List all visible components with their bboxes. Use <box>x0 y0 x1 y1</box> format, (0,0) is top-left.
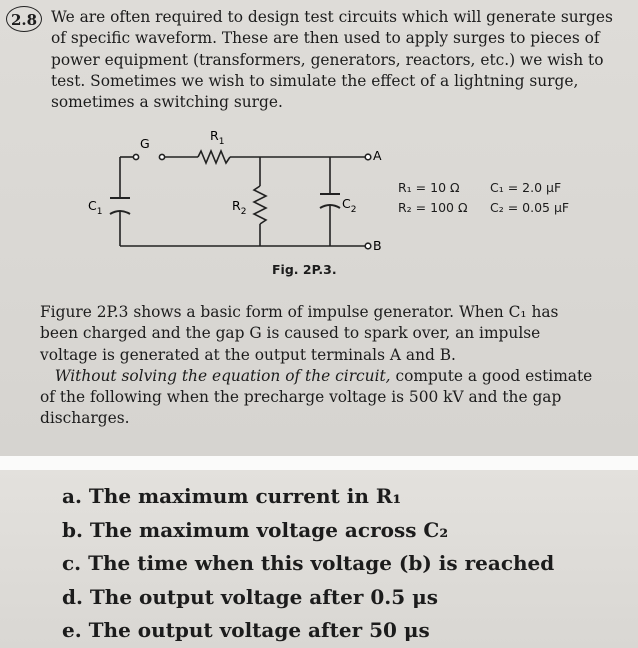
item-letter: c. <box>62 551 82 575</box>
question-item <box>62 480 554 514</box>
c1-value: C₁ = 2.0 μF <box>490 180 562 195</box>
question-item <box>62 514 554 548</box>
intro-line: test. Sometimes we wish to simulate the effect of a lightning surge, <box>51 71 579 90</box>
body-line: been charged and the gap G is caused to spark over, an impulse <box>40 324 541 343</box>
terminal-b-label: B <box>373 238 382 253</box>
item-text: The time when this voltage (b) is reached <box>88 551 555 575</box>
intro-line: of specific waveform. These are then used to apply surges to pieces of <box>51 29 600 48</box>
item-text: The output voltage after 50 μs <box>88 618 430 642</box>
terminal-a-label: A <box>373 148 382 163</box>
question-item <box>62 581 554 615</box>
r2-label: $R_2$ <box>232 198 247 217</box>
question-list <box>62 480 554 648</box>
problem-intro <box>51 7 613 113</box>
question-item <box>62 614 554 648</box>
gap-label: G <box>140 136 150 151</box>
problem-number-badge: 2.8 <box>6 6 42 32</box>
problem-body <box>40 302 610 430</box>
item-letter: b. <box>62 517 83 542</box>
body-italic-phrase: Without solving the equation of the circuit, <box>54 366 391 385</box>
body-continuation: compute a good estimate <box>390 366 593 385</box>
body-line: Figure 2P.3 shows a basic form of impulse generator. When C₁ has <box>40 303 559 321</box>
r1-label: $R_1$ <box>210 128 225 147</box>
r1-value: R₁ = 10 Ω <box>398 180 460 195</box>
component-values <box>398 178 569 218</box>
body-line: of the following when the precharge voltage is 500 kV and the gap <box>40 388 562 407</box>
body-line: voltage is generated at the output terminals A and B. <box>40 345 456 364</box>
item-text: The output voltage after 0.5 μs <box>89 584 438 609</box>
intro-line: power equipment (transformers, generators, reactors, etc.) we wish to <box>51 50 604 69</box>
impulse-generator-circuit <box>80 120 380 260</box>
c1-label: $C_1$ <box>88 198 103 217</box>
item-text: The maximum current in R₁ <box>88 484 402 508</box>
c2-value: C₂ = 0.05 μF <box>490 200 570 215</box>
item-letter: a. <box>62 484 82 508</box>
image-separator <box>0 456 638 470</box>
item-letter: e. <box>62 618 82 642</box>
c2-label: $C_2$ <box>342 196 357 215</box>
figure-caption: Fig. 2P.3. <box>272 262 337 277</box>
body-line: discharges. <box>40 409 130 428</box>
intro-line: We are often required to design test circuits which will generate surges <box>51 8 613 26</box>
item-letter: d. <box>62 584 83 609</box>
item-text: The maximum voltage across C₂ <box>89 517 449 542</box>
question-item <box>62 547 554 581</box>
body-line <box>40 366 610 387</box>
r2-value: R₂ = 100 Ω <box>398 200 468 215</box>
intro-line: sometimes a switching surge. <box>51 93 283 112</box>
